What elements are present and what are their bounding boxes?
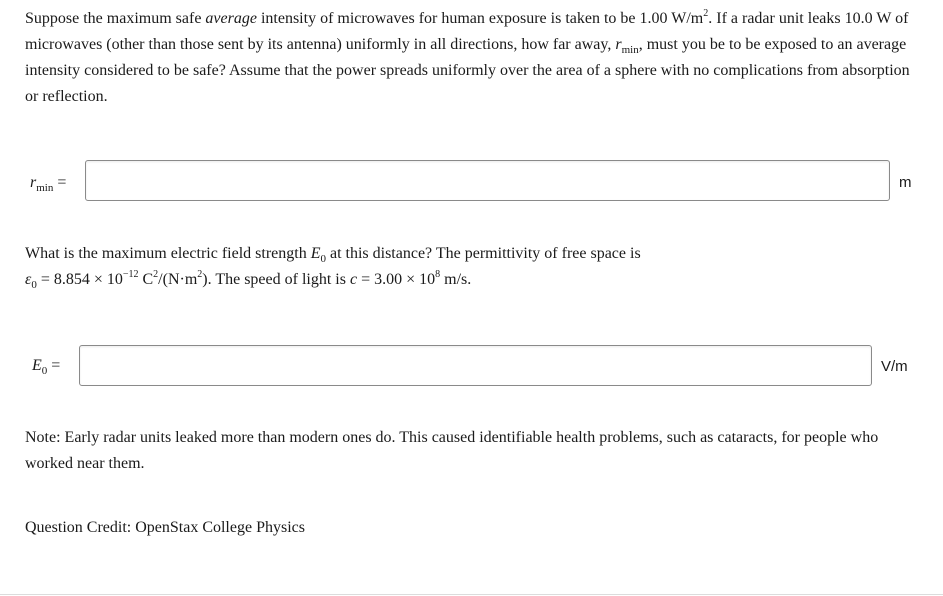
question-text: Suppose the maximum safe average intensity of microwaves for human exposure is taken to be 1.00 $W/m^2$. If a radar unit leaks 10.0 W of microwaves (other than those sent by its antenna) uniformly in all directions, how far away, $r_{min}$, must you be to be exposed to an average intensity considered to be safe? Assume that the power spreads uniformly over the area of a sphere with no complications from absorption or reflection. — [25, 7, 910, 105]
rmin-symbol: r — [615, 36, 622, 53]
e0-unit: V/m — [881, 358, 908, 375]
rmin-unit: m — [899, 174, 912, 191]
question2-text: What is the maximum electric field strength $E_0$ at this distance? The permittivity of free space is $\varepsilon_0 = 8.854 \times 10^{-12}$ $C^2/(N\cdot m^2)$. The speed of light is $c = 3.00 \times 10^8$ m/s. — [25, 245, 641, 292]
bottom-divider — [0, 594, 943, 595]
question-credit: Question Credit: OpenStax College Physics — [25, 519, 305, 536]
average-emphasis: average — [205, 10, 257, 27]
note-text: Note: Early radar units leaked more than modern ones do. This caused identifiable health problems, such as cataracts, for people who worked near them. — [25, 429, 879, 472]
e0-answer-label: $E_0$ = — [32, 357, 61, 378]
e0-answer-input[interactable] — [79, 345, 872, 386]
rmin-answer-label: $r_{min}$ = — [30, 174, 67, 195]
rmin-answer-input[interactable] — [85, 160, 890, 201]
